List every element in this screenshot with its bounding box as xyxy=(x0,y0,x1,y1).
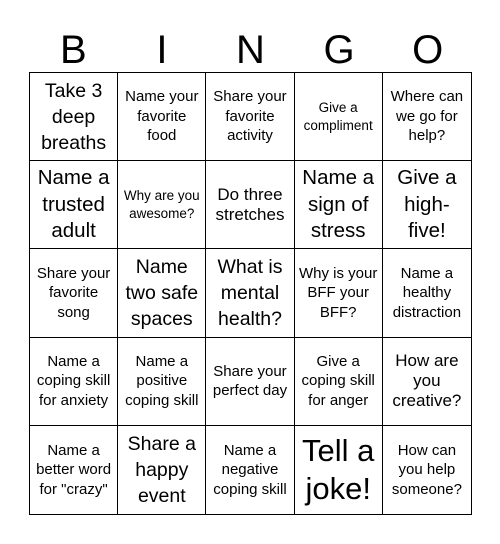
cell-text: Share a happy event xyxy=(127,432,196,507)
cell-text: Tell a joke! xyxy=(302,432,375,506)
bingo-cell[interactable] xyxy=(295,426,383,514)
bingo-cell[interactable] xyxy=(118,73,206,161)
bingo-cell[interactable] xyxy=(206,249,294,337)
cell-text: Name a negative coping skill xyxy=(213,441,287,498)
bingo-cell[interactable] xyxy=(383,249,471,337)
bingo-cell[interactable] xyxy=(118,161,206,249)
bingo-cell[interactable] xyxy=(206,426,294,514)
bingo-cell[interactable] xyxy=(206,338,294,426)
cell-text: Name a better word for "crazy" xyxy=(36,441,112,498)
bingo-cell[interactable] xyxy=(383,338,471,426)
bingo-cell[interactable] xyxy=(118,426,206,514)
bingo-cell[interactable] xyxy=(295,161,383,249)
bingo-cell[interactable] xyxy=(118,249,206,337)
bingo-cell[interactable] xyxy=(118,338,206,426)
header-letter-n: N xyxy=(236,28,265,72)
bingo-cell[interactable] xyxy=(383,73,471,161)
bingo-cell[interactable] xyxy=(295,249,383,337)
bingo-cell[interactable] xyxy=(295,73,383,161)
cell-text: Name a positive coping skill xyxy=(125,352,199,409)
bingo-cell[interactable] xyxy=(383,161,471,249)
cell-text: How are you creative? xyxy=(392,351,462,411)
cell-text: How can you help someone? xyxy=(391,441,462,498)
header-letter-b: B xyxy=(59,28,87,72)
header-letter-g: G xyxy=(323,28,355,72)
cell-text: Give a high-five! xyxy=(397,166,457,243)
cell-text: Share your favorite activity xyxy=(213,88,287,145)
cell-text: Name a sign of stress xyxy=(302,166,375,243)
cell-text: Name a trusted adult xyxy=(37,166,110,243)
cell-text: Name a coping skill for anxiety xyxy=(36,352,111,409)
cell-text: Share your favorite song xyxy=(36,264,111,321)
cell-text: Where can we go for help? xyxy=(390,88,464,145)
bingo-cell[interactable] xyxy=(206,73,294,161)
bingo-cell[interactable] xyxy=(295,338,383,426)
bingo-cell[interactable] xyxy=(30,338,118,426)
cell-text: What is mental health? xyxy=(217,255,283,330)
cell-text: Name your favorite food xyxy=(125,88,199,145)
cell-text: Why are you awesome? xyxy=(123,187,200,221)
bingo-cell[interactable] xyxy=(206,161,294,249)
bingo-cell[interactable] xyxy=(30,249,118,337)
bingo-board xyxy=(29,72,472,515)
cell-text: Share your perfect day xyxy=(212,362,288,400)
header-letter-o: O xyxy=(412,28,444,72)
cell-text: Give a coping skill for anger xyxy=(301,352,375,409)
cell-text: Do three stretches xyxy=(215,184,285,224)
bingo-header xyxy=(29,28,472,72)
cell-text: Give a compliment xyxy=(303,99,373,133)
bingo-cell[interactable] xyxy=(30,426,118,514)
bingo-cell[interactable] xyxy=(30,161,118,249)
cell-text: Name two safe spaces xyxy=(125,255,199,330)
bingo-cell[interactable] xyxy=(383,426,471,514)
cell-text: Name a healthy distraction xyxy=(392,264,462,321)
cell-text: Why is your BFF your BFF? xyxy=(299,264,378,321)
header-letter-i: I xyxy=(156,28,168,72)
cell-text: Take 3 deep breaths xyxy=(41,79,107,154)
bingo-cell[interactable] xyxy=(30,73,118,161)
